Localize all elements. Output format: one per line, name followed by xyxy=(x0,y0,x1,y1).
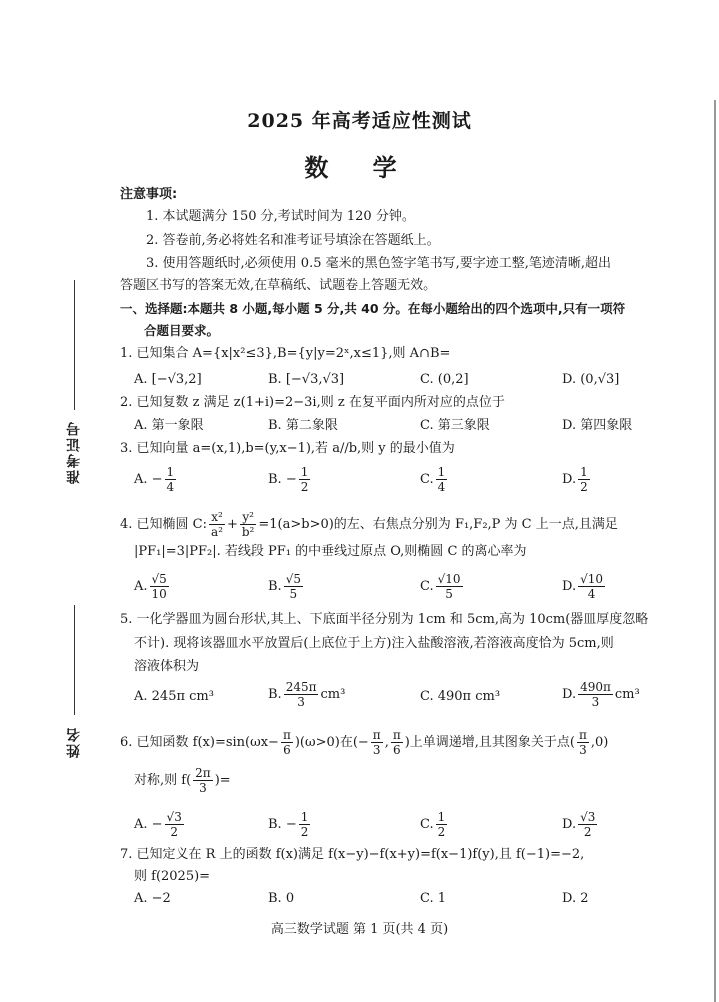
q3-a-num: 1 xyxy=(166,465,175,479)
q4-x-fraction xyxy=(209,510,225,539)
q4-x-den: a² xyxy=(211,525,223,539)
q4-option-d xyxy=(562,572,607,601)
q4-a-fraction xyxy=(150,572,169,601)
binding-margin xyxy=(62,280,88,1000)
q3-a-den: 4 xyxy=(166,480,175,494)
q5-d-label: D. xyxy=(562,687,577,702)
q3-d-label: D. xyxy=(562,472,577,487)
q3-stem: 3. 已知向量 a=(x,1),b=(y,x−1),若 a//b,则 y 的最小值为 xyxy=(120,441,455,456)
q4-d-fraction xyxy=(578,572,605,601)
q6-f4-num: π xyxy=(579,728,587,742)
q3-c-fraction xyxy=(436,465,448,494)
q6-b-den: 2 xyxy=(300,825,309,839)
notice-1: 1. 本试题满分 150 分,考试时间为 120 分钟。 xyxy=(146,209,415,224)
q4-b-fraction xyxy=(284,572,303,601)
q6-l2-den: 3 xyxy=(199,781,207,795)
q6-s3: , xyxy=(384,735,389,750)
q3-a-label: A. − xyxy=(134,472,163,487)
q5-d-num: 490π xyxy=(580,680,611,694)
q4-line2: |PF₁|=3|PF₂|. 若线段 PF₁ 的中垂线过原点 O,则椭圆 C 的离心率为 xyxy=(134,544,527,559)
q6-option-c xyxy=(420,810,449,839)
q5-b-label: B. xyxy=(268,687,282,702)
q3-c-num: 1 xyxy=(437,465,446,479)
q3-d-den: 2 xyxy=(580,480,588,494)
q2-option-a: A. 第一象限 xyxy=(134,418,204,433)
q6-f4 xyxy=(577,728,589,757)
q3-option-d xyxy=(562,465,592,494)
q1-option-d: D. (0,√3] xyxy=(562,372,620,387)
notice-3: 3. 使用答题纸时,必须使用 0.5 毫米的黑色签字笔书写,要字迹工整,笔迹清晰,超出 xyxy=(146,256,612,271)
name-line xyxy=(74,605,75,715)
q3-option-b xyxy=(268,465,312,494)
q4-d-num: √10 xyxy=(580,572,604,586)
q3-b-num: 1 xyxy=(300,465,309,479)
q3-c-label: C. xyxy=(420,472,434,487)
q6-c-den: 2 xyxy=(437,825,446,839)
q6-a-label: A. − xyxy=(134,817,163,832)
page-edge-line xyxy=(714,100,716,1002)
q6-f3-den: 6 xyxy=(392,743,401,757)
q4-plus: + xyxy=(226,517,238,532)
exam-id-line xyxy=(74,280,75,410)
q6-b-label: B. − xyxy=(268,817,297,832)
q6-c-fraction xyxy=(436,810,448,839)
q4-a-num: √5 xyxy=(151,572,167,586)
q4-d-label: D. xyxy=(562,579,577,594)
section-heading: 一、选择题:本题共 8 小题,每小题 5 分,共 40 分。在每小题给出的四个选项中,只有一项符 xyxy=(120,301,626,316)
q7-option-b: B. 0 xyxy=(268,891,295,906)
q1-stem: 1. 已知集合 A={x|x²≤3},B={y|y=2ˣ,x≤1},则 A∩B= xyxy=(120,346,451,361)
q4-y-num: y² xyxy=(240,510,257,525)
q4-a-label: A. xyxy=(134,579,148,594)
q6-option-a xyxy=(134,810,186,839)
q4-option-b xyxy=(268,572,305,601)
q4-stem-pre: 4. 已知椭圆 C: xyxy=(120,517,207,532)
q6-option-d xyxy=(562,810,599,839)
q4-b-den: 5 xyxy=(289,587,298,601)
exam-id-label: 准考证号 xyxy=(66,420,82,484)
q3-d-fraction xyxy=(578,465,590,494)
q3-b-den: 2 xyxy=(300,480,309,494)
q3-c-den: 4 xyxy=(437,480,446,494)
q4-option-c xyxy=(420,572,465,601)
q5-b-unit: cm³ xyxy=(320,687,346,702)
q2-stem: 2. 已知复数 z 满足 z(1+i)=2−3i,则 z 在复平面内所对应的点位于 xyxy=(120,395,505,410)
q5-line1: 5. 一化学器皿为圆台形状,其上、下底面半径分别为 1cm 和 5cm,高为 10cm(器皿厚度忽略 xyxy=(120,612,649,627)
q6-b-fraction xyxy=(299,810,311,839)
q4-option-a xyxy=(134,572,171,601)
q4-a-den: 10 xyxy=(151,587,167,601)
q6-f1-num: π xyxy=(282,728,291,742)
section-heading-cont: 合题目要求。 xyxy=(144,323,220,338)
q6-d-label: D. xyxy=(562,817,577,832)
q5-d-fraction xyxy=(578,680,613,709)
q6-a-num: √3 xyxy=(166,810,182,824)
q2-option-d: D. 第四象限 xyxy=(562,418,633,433)
q6-line2 xyxy=(134,766,231,795)
subject-title: 数 学 xyxy=(304,154,415,182)
q6-d-fraction xyxy=(578,810,597,839)
q6-a-fraction xyxy=(165,810,184,839)
q6-f4-den: 3 xyxy=(579,743,587,757)
notice-3-cont: 答题区书写的答案无效,在草稿纸、试题卷上答题无效。 xyxy=(120,278,437,293)
q6-f2 xyxy=(371,728,383,757)
q3-b-label: B. − xyxy=(268,472,297,487)
q3-d-num: 1 xyxy=(580,465,588,479)
q4-stem xyxy=(120,510,618,539)
q6-l2-post: )= xyxy=(214,773,231,788)
q1-option-a: A. [−√3,2] xyxy=(134,372,202,387)
q6-l2-fraction xyxy=(193,766,213,795)
q6-f2-den: 3 xyxy=(372,743,381,757)
q1-option-b: B. [−√3,√3] xyxy=(268,372,345,387)
q5-line2: 不计). 现将该器皿水平放置后(上底位于上方)注入盐酸溶液,若溶液高度恰为 5cm,则 xyxy=(134,636,614,651)
q6-stem xyxy=(120,728,608,757)
q6-d-den: 2 xyxy=(583,825,592,839)
q4-y-fraction xyxy=(240,510,257,539)
q6-a-den: 2 xyxy=(170,825,178,839)
q3-option-a xyxy=(134,465,178,494)
q6-c-num: 1 xyxy=(437,810,446,824)
q7-line2: 则 f(2025)= xyxy=(134,869,211,884)
q4-c-num: √10 xyxy=(437,572,461,586)
q5-d-den: 3 xyxy=(591,695,600,709)
q5-line3: 溶液体积为 xyxy=(134,659,200,674)
q5-option-a: A. 245π cm³ xyxy=(134,689,214,704)
q6-c-label: C. xyxy=(420,817,434,832)
q6-f3-num: π xyxy=(392,728,401,742)
q6-s5: ,0) xyxy=(590,735,609,750)
q6-f2-num: π xyxy=(372,728,381,742)
q6-s2: )(ω>0)在(− xyxy=(294,735,369,750)
q6-l2-pre: 对称,则 f( xyxy=(134,773,192,788)
q6-l2-num: 2π xyxy=(195,766,211,780)
q3-option-c xyxy=(420,465,449,494)
q5-b-num: 245π xyxy=(285,680,317,694)
q4-x-num: x² xyxy=(209,510,225,525)
q5-d-unit: cm³ xyxy=(614,687,640,702)
q4-c-den: 5 xyxy=(445,587,453,601)
q6-option-b xyxy=(268,810,312,839)
q5-option-c: C. 490π cm³ xyxy=(420,689,501,704)
notice-title: 注意事项: xyxy=(120,187,178,202)
q5-b-fraction xyxy=(284,680,319,709)
q6-s4: )上单调递增,且其图象关于点( xyxy=(404,735,575,750)
q2-option-b: B. 第二象限 xyxy=(268,418,338,433)
q3-b-fraction xyxy=(299,465,311,494)
q2-option-c: C. 第三象限 xyxy=(420,418,490,433)
q1-option-c: C. (0,2] xyxy=(420,372,469,387)
name-label: 姓名 xyxy=(66,726,82,758)
q7-line1: 7. 已知定义在 R 上的函数 f(x)满足 f(x−y)−f(x+y)=f(x−1)f(y),且 f(−1)=−2, xyxy=(120,847,585,862)
q6-f1-den: 6 xyxy=(283,743,291,757)
exam-title: 2025 年高考适应性测试 xyxy=(247,110,472,132)
q3-a-fraction xyxy=(165,465,177,494)
q7-option-d: D. 2 xyxy=(562,891,589,906)
q7-option-a: A. −2 xyxy=(134,891,171,906)
q6-b-num: 1 xyxy=(300,810,309,824)
q4-b-label: B. xyxy=(268,579,282,594)
q6-f3 xyxy=(391,728,403,757)
q5-option-d xyxy=(562,680,640,709)
q4-c-fraction xyxy=(436,572,463,601)
q5-b-den: 3 xyxy=(297,695,305,709)
q5-option-b xyxy=(268,680,345,709)
q4-stem-post: =1(a>b>0)的左、右焦点分别为 F₁,F₂,P 为 C 上一点,且满足 xyxy=(258,517,618,532)
q7-option-c: C. 1 xyxy=(420,891,447,906)
q6-f1 xyxy=(281,728,293,757)
q6-s1: 6. 已知函数 f(x)=sin(ωx− xyxy=(120,735,279,750)
page-footer: 高三数学试题 第 1 页(共 4 页) xyxy=(270,922,449,937)
notice-2: 2. 答卷前,务必将姓名和准考证号填涂在答题纸上。 xyxy=(146,233,440,248)
q4-c-label: C. xyxy=(420,579,434,594)
q4-d-den: 4 xyxy=(587,587,596,601)
q4-b-num: √5 xyxy=(285,572,301,586)
q4-y-den: b² xyxy=(241,525,255,539)
q6-d-num: √3 xyxy=(580,810,596,824)
